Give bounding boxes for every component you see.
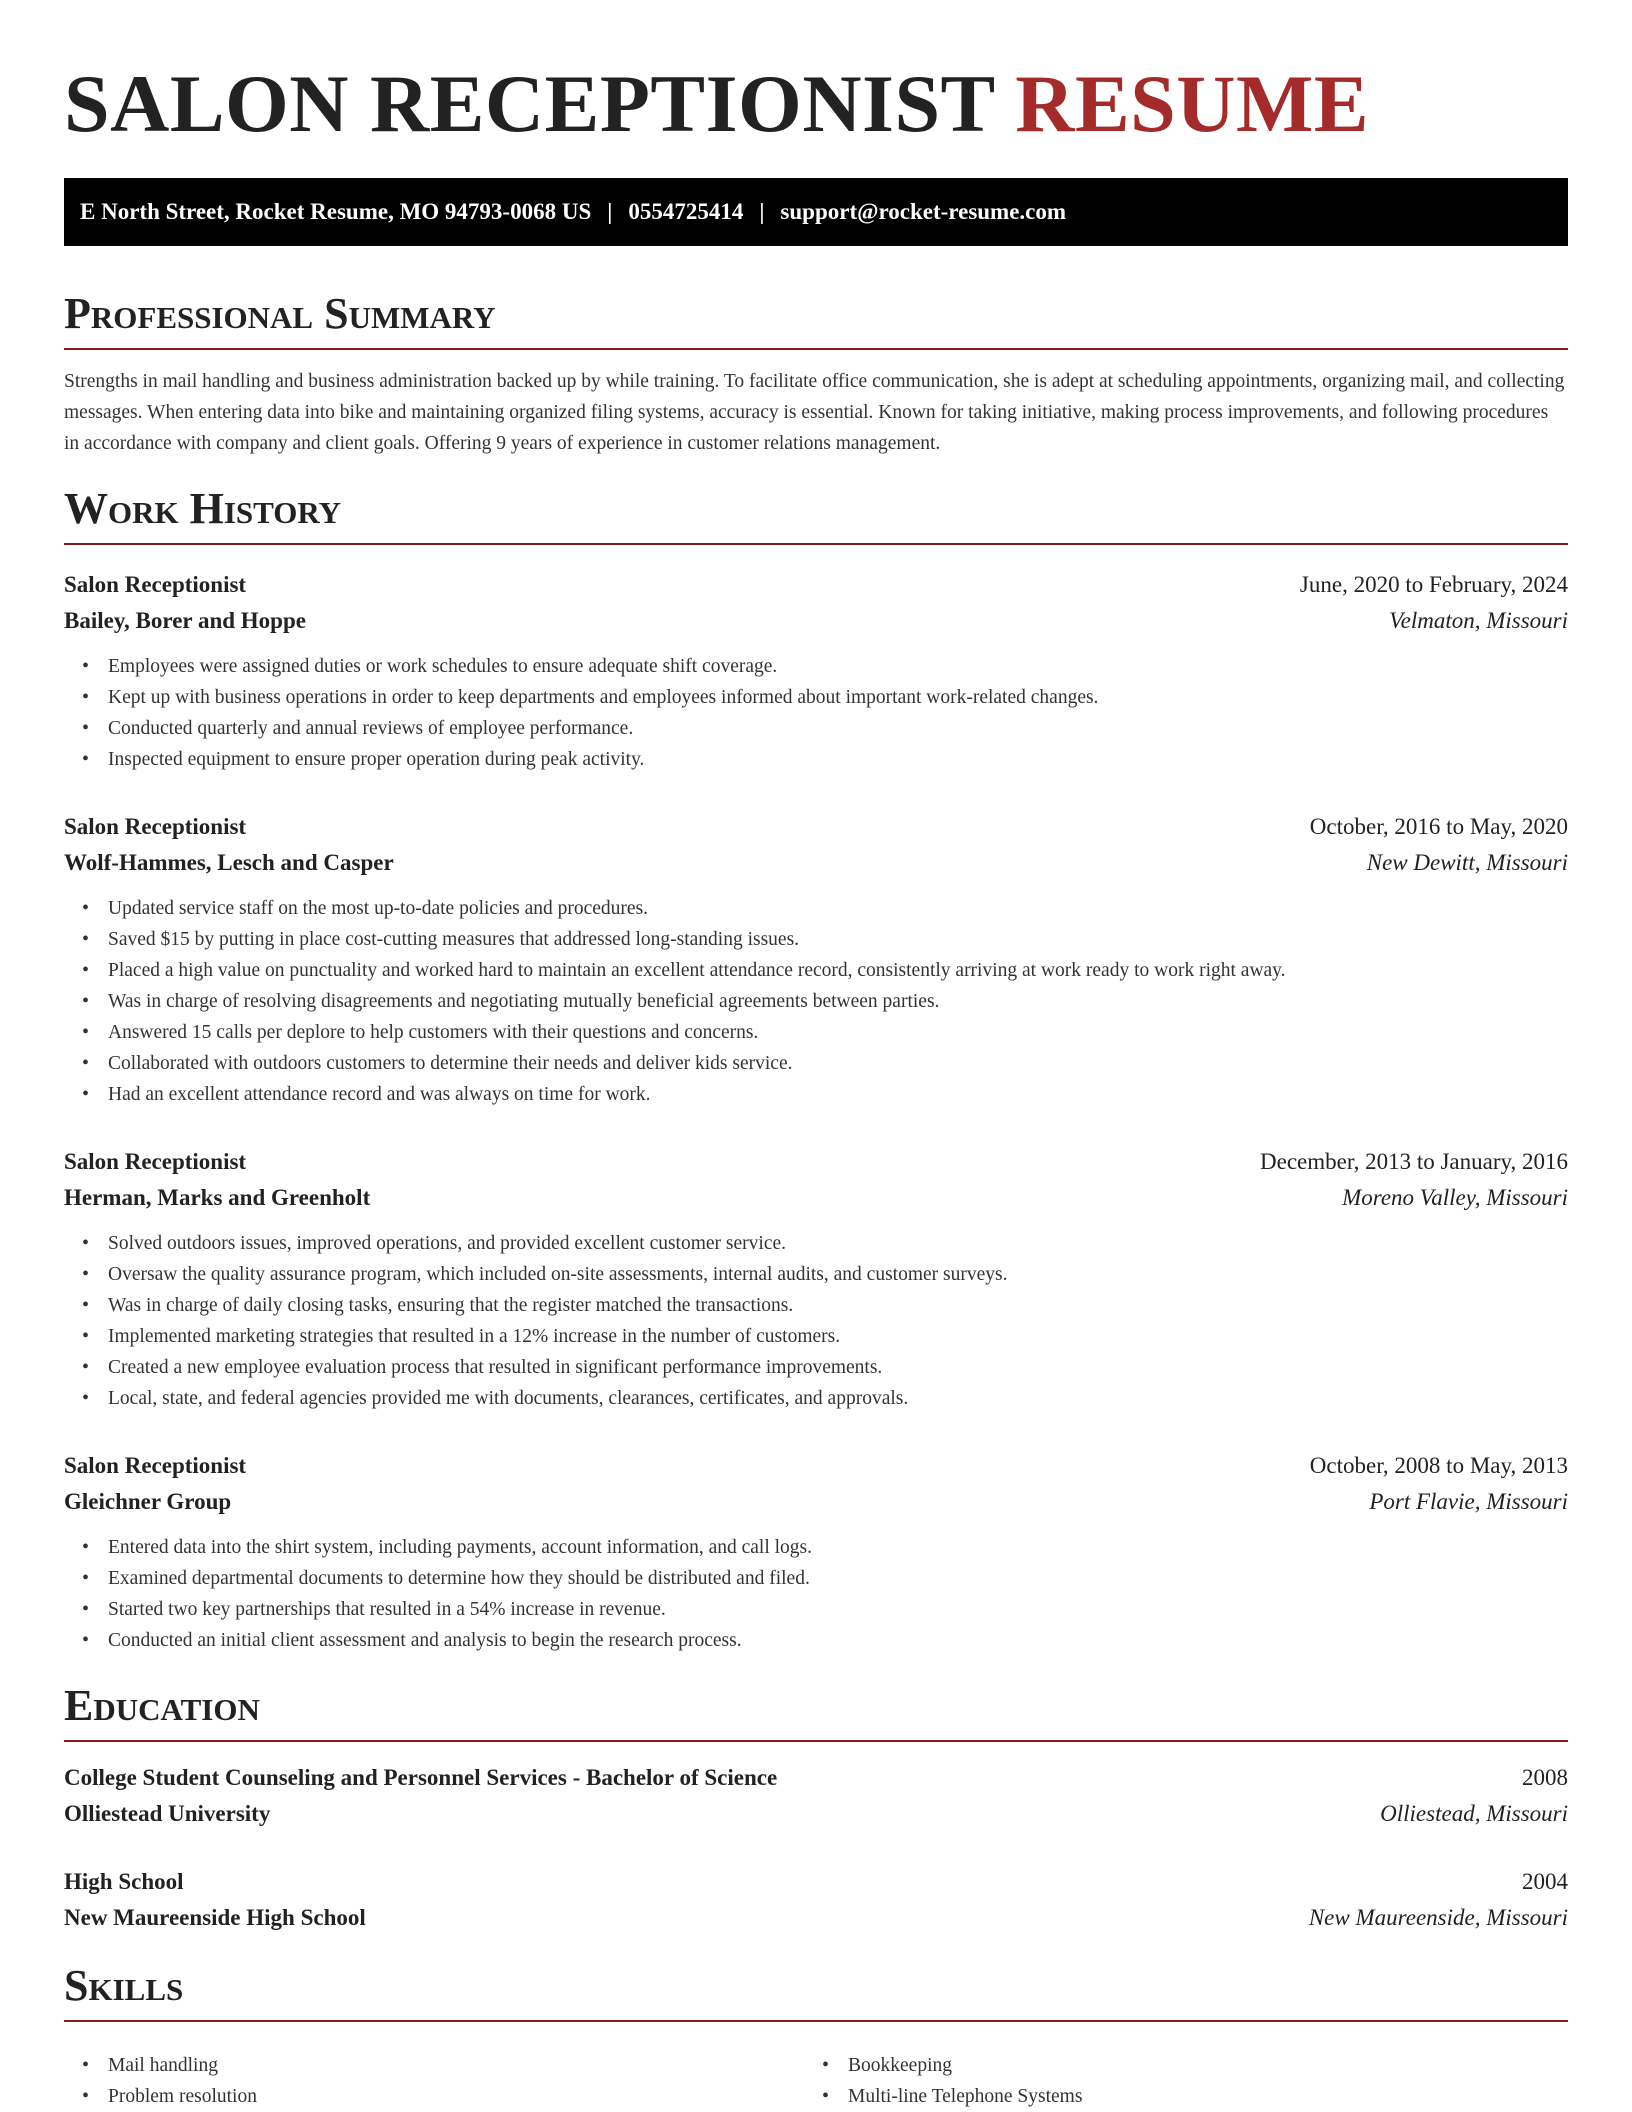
job-location: New Dewitt, Missouri: [1366, 850, 1568, 875]
work-history-heading: Work History: [64, 485, 1568, 545]
job-title-row: [64, 809, 1568, 845]
job-company-row: [64, 1180, 1568, 1216]
title-accent: RESUME: [1015, 58, 1370, 149]
job-bullet: • Inspected equipment to ensure proper operation during peak activity.: [108, 744, 1568, 775]
resume-page: [64, 0, 1568, 2112]
skills-heading: Skills: [64, 1962, 1568, 2022]
summary-heading: Professional Summary: [64, 290, 1568, 350]
job-bullet: • Collaborated with outdoors customers to determine their needs and deliver kids service.: [108, 1048, 1568, 1079]
job-entry: [64, 809, 1568, 1110]
job-bullet: • Implemented marketing strategies that resulted in a 12% increase in the number of customers.: [108, 1321, 1568, 1352]
job-entry: [64, 567, 1568, 775]
job-bullet: • Was in charge of daily closing tasks, ensuring that the register matched the transactions.: [108, 1290, 1568, 1321]
job-bullets: [64, 893, 1568, 1110]
job-entry: [64, 1144, 1568, 1414]
job-title: Salon Receptionist: [64, 572, 247, 597]
skill-item: • Problem resolution: [108, 2081, 804, 2112]
job-bullet: • Oversaw the quality assurance program, which included on-site assessments, internal audits, and customer surveys.: [108, 1259, 1568, 1290]
job-bullet: • Conducted an initial client assessment and analysis to begin the research process.: [108, 1625, 1568, 1656]
job-bullets: [64, 1228, 1568, 1414]
contact-separator: |: [759, 199, 765, 224]
education-school: Olliestead University: [64, 1801, 271, 1826]
contact-email: support@rocket-resume.com: [780, 199, 1067, 224]
job-bullet: • Started two key partnerships that resulted in a 54% increase in revenue.: [108, 1594, 1568, 1625]
job-bullet: • Employees were assigned duties or work schedules to ensure adequate shift coverage.: [108, 651, 1568, 682]
education-school-row: [64, 1796, 1568, 1832]
job-company: Herman, Marks and Greenholt: [64, 1185, 371, 1210]
job-company-row: [64, 845, 1568, 881]
job-title: Salon Receptionist: [64, 1149, 247, 1174]
skill-item: • Bookkeeping: [848, 2050, 1544, 2081]
job-location: Port Flavie, Missouri: [1369, 1489, 1568, 1514]
job-title: Salon Receptionist: [64, 1453, 247, 1478]
contact-separator: |: [607, 199, 613, 224]
education-year: 2004: [1522, 1869, 1568, 1894]
job-location: Velmaton, Missouri: [1389, 608, 1568, 633]
skill-item: • Multi-line Telephone Systems: [848, 2081, 1544, 2112]
skills-list: [64, 2038, 1568, 2112]
education-entry: [64, 1760, 1568, 1832]
job-bullet: • Answered 15 calls per deplore to help customers with their questions and concerns.: [108, 1017, 1568, 1048]
education-degree: High School: [64, 1869, 184, 1894]
job-bullet: • Kept up with business operations in order to keep departments and employees informed about important work-related changes.: [108, 682, 1568, 713]
job-bullet: • Examined departmental documents to determine how they should be distributed and filed.: [108, 1563, 1568, 1594]
job-dates: December, 2013 to January, 2016: [1260, 1149, 1568, 1174]
skill-item: • Mail handling: [108, 2050, 804, 2081]
education-location: Olliestead, Missouri: [1380, 1801, 1568, 1826]
resume-title: [64, 56, 1568, 152]
summary-text: Strengths in mail handling and business administration backed up by while training. To facilitate office communication, she is adept at scheduling appointments, organizing mail, and collecting messages. When entering data into bike and maintaining organized filing systems, accuracy is essential. Known for taking initiative, making process improvements, and following procedures in accordance with company and client goals. Offering 9 years of experience in customer relations management.: [64, 371, 1565, 454]
contact-address: E North Street, Rocket Resume, MO 94793-0068 US: [80, 199, 592, 224]
contact-phone: 0554725414: [628, 199, 744, 224]
job-company: Bailey, Borer and Hoppe: [64, 608, 306, 633]
job-title-row: [64, 567, 1568, 603]
job-location: Moreno Valley, Missouri: [1342, 1185, 1568, 1210]
skills-column-right: [804, 2050, 1544, 2112]
education-entry: [64, 1864, 1568, 1936]
job-bullet: • Entered data into the shirt system, including payments, account information, and call logs.: [108, 1532, 1568, 1563]
job-bullets: [64, 651, 1568, 775]
education-heading: Education: [64, 1682, 1568, 1742]
education-location: New Maureenside, Missouri: [1308, 1905, 1568, 1930]
job-entry: [64, 1448, 1568, 1656]
education-degree-row: [64, 1864, 1568, 1900]
job-bullet: • Was in charge of resolving disagreements and negotiating mutually beneficial agreements between parties.: [108, 986, 1568, 1017]
job-bullet: • Saved $15 by putting in place cost-cutting measures that addressed long-standing issues.: [108, 924, 1568, 955]
job-dates: October, 2016 to May, 2020: [1309, 814, 1568, 839]
job-title-row: [64, 1144, 1568, 1180]
title-main: SALON RECEPTIONIST: [64, 58, 995, 149]
education-year: 2008: [1522, 1765, 1568, 1790]
job-bullet: • Solved outdoors issues, improved operations, and provided excellent customer service.: [108, 1228, 1568, 1259]
job-company: Wolf-Hammes, Lesch and Casper: [64, 850, 394, 875]
education-school-row: [64, 1900, 1568, 1936]
job-bullet: • Created a new employee evaluation process that resulted in significant performance improvements.: [108, 1352, 1568, 1383]
job-title: Salon Receptionist: [64, 814, 247, 839]
job-company: Gleichner Group: [64, 1489, 232, 1514]
job-bullet: • Conducted quarterly and annual reviews of employee performance.: [108, 713, 1568, 744]
job-title-row: [64, 1448, 1568, 1484]
job-bullet: • Had an excellent attendance record and was always on time for work.: [108, 1079, 1568, 1110]
job-bullet: • Updated service staff on the most up-to-date policies and procedures.: [108, 893, 1568, 924]
job-bullet: • Local, state, and federal agencies provided me with documents, clearances, certificates, and approvals.: [108, 1383, 1568, 1414]
job-company-row: [64, 1484, 1568, 1520]
contact-bar: [64, 178, 1568, 246]
education-degree: College Student Counseling and Personnel Services - Bachelor of Science: [64, 1765, 778, 1790]
job-dates: June, 2020 to February, 2024: [1299, 572, 1568, 597]
education-degree-row: [64, 1760, 1568, 1796]
job-company-row: [64, 603, 1568, 639]
skills-column-left: [64, 2050, 804, 2112]
education-school: New Maureenside High School: [64, 1905, 366, 1930]
job-bullets: [64, 1532, 1568, 1656]
job-bullet: • Placed a high value on punctuality and worked hard to maintain an excellent attendance record, consistently arriving at work ready to work right away.: [108, 955, 1568, 986]
job-dates: October, 2008 to May, 2013: [1309, 1453, 1568, 1478]
